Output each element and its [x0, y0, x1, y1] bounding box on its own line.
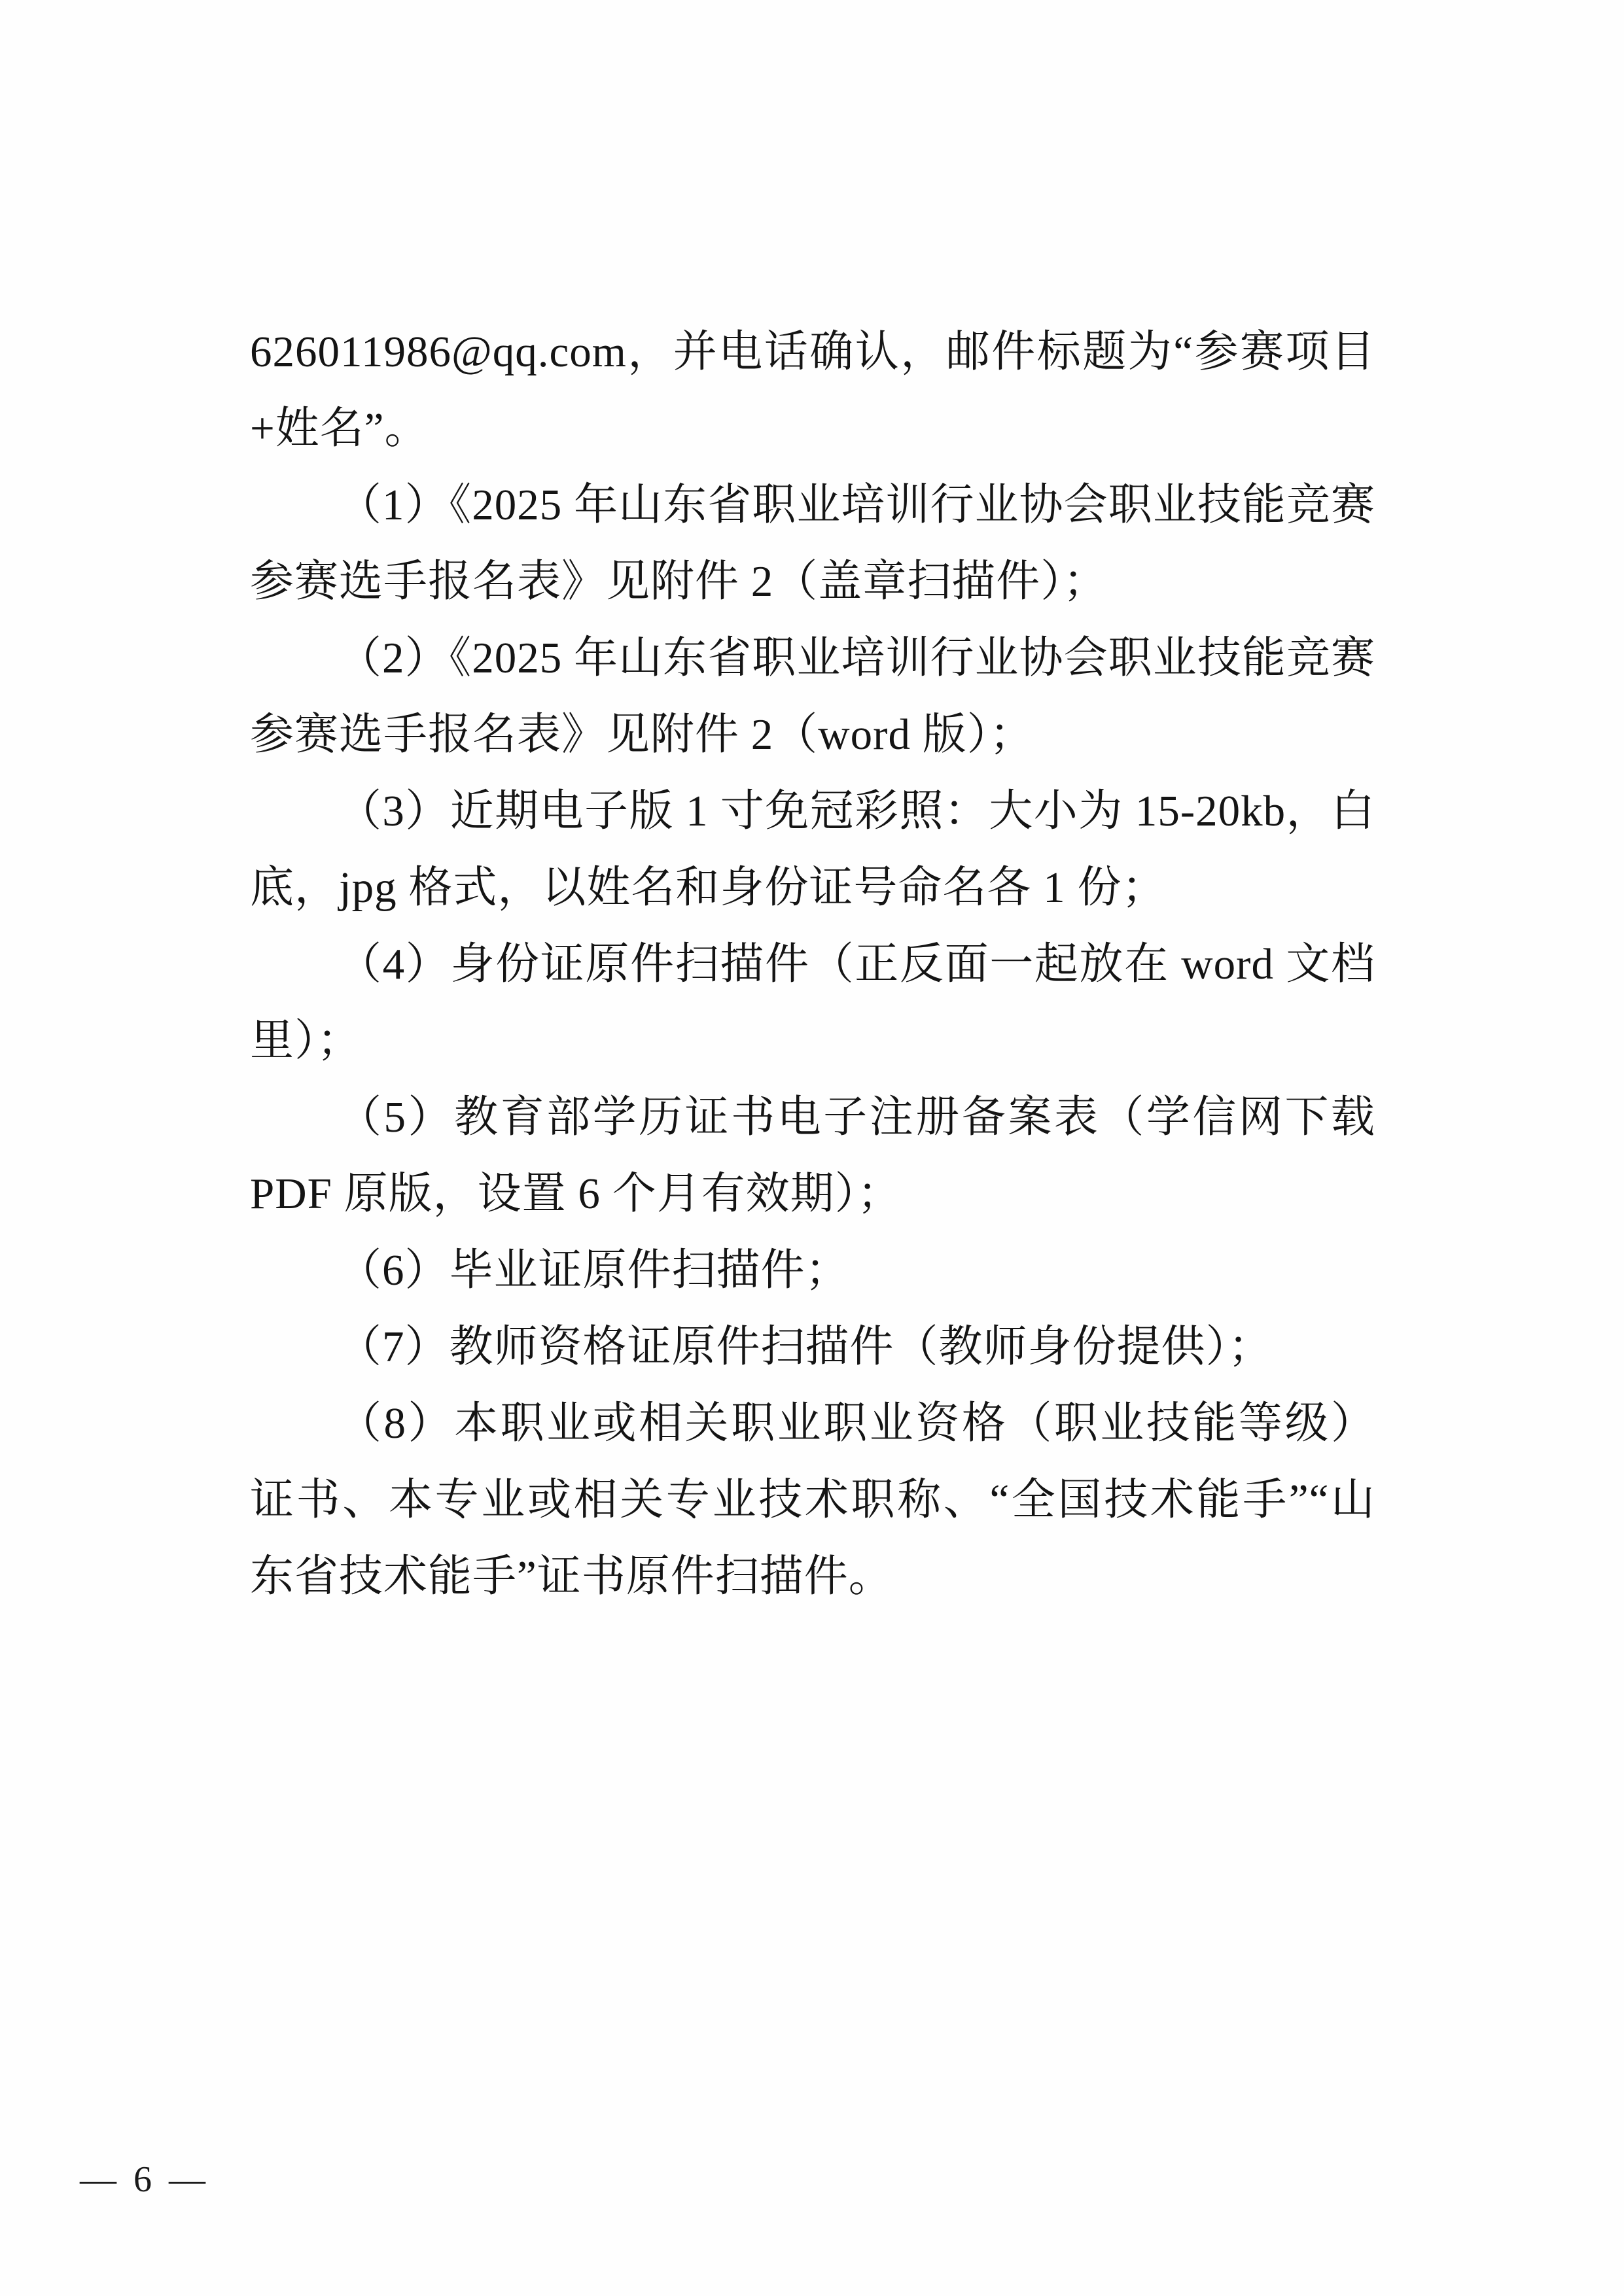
paragraph-item-1: （1）《2025 年山东省职业培训行业协会职业技能竞赛参赛选手报名表》见附件 2（盖章扫描件）；	[250, 481, 1375, 606]
document-body	[250, 314, 1387, 1615]
page-footer	[0, 2159, 1624, 2200]
paragraph-item-4: （4）身份证原件扫描件（正反面一起放在 word 文档里）；	[250, 940, 1375, 1065]
paragraph-item-2: （2）《2025 年山东省职业培训行业协会职业技能竞赛参赛选手报名表》见附件 2（word 版）；	[250, 634, 1375, 759]
paragraph-item-6: （6）毕业证原件扫描件；	[338, 1246, 850, 1295]
page-number: — 6 —	[80, 2159, 209, 2200]
paragraph-item-8: （8）本职业或相关职业职业资格（职业技能等级）证书、本专业或相关专业技术职称、“全国技术能手”“山东省技术能手”证书原件扫描件。	[250, 1399, 1375, 1601]
paragraph-item-3: （3）近期电子版 1 寸免冠彩照：大小为 15-20kb，白底，jpg 格式，以姓名和身份证号命名各 1 份；	[250, 787, 1375, 912]
paragraph-email-confirm: 626011986@qq.com，并电话确认，邮件标题为“参赛项目+姓名”。	[250, 328, 1375, 453]
paragraph-item-5: （5）教育部学历证书电子注册备案表（学信网下载 PDF 原版，设置 6 个月有效期）；	[250, 1093, 1387, 1218]
paragraph-item-7: （7）教师资格证原件扫描件（教师身份提供）；	[338, 1323, 1273, 1371]
